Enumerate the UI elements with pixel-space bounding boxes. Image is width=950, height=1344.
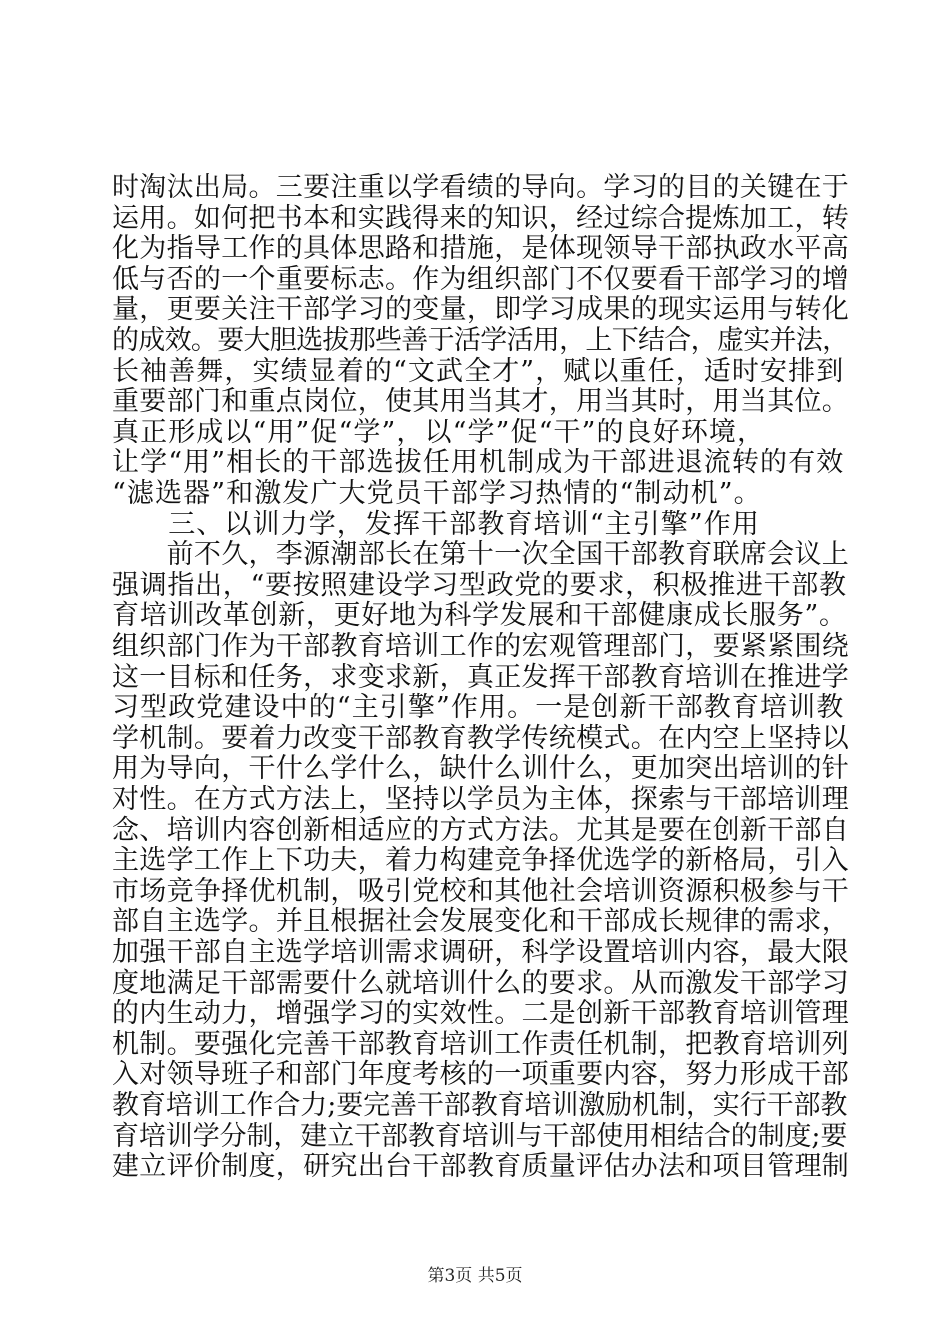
text-line: 三、以训力学，发挥干部教育培训“主引擎”作用 <box>112 508 761 540</box>
text-line: 运用。如何把书本和实践得来的知识，经过综合提炼加工，转 <box>112 202 850 234</box>
text-line: 的成效。要大胆选拔那些善于活学活用，上下结合，虚实并法， <box>112 325 849 356</box>
text-line: 量，更要关注干部学习的变量，即学习成果的现实运用与转化 <box>112 294 850 326</box>
text-line: 学机制。要着力改变干部教育教学传统模式。在内空上坚持以 <box>112 722 850 754</box>
text-line: 度地满足干部需要什么就培训什么的要求。从而激发干部学习 <box>112 967 850 999</box>
text-line: 的内生动力，增强学习的实效性。二是创新干部教育培训管理 <box>112 998 850 1030</box>
text-line: 部自主选学。并且根据社会发展变化和干部成长规律的需求， <box>112 906 850 938</box>
text-line: 组织部门作为干部教育培训工作的宏观管理部门，要紧紧围绕 <box>112 631 850 662</box>
text-line: 前不久，李源潮部长在第十一次全国干部教育联席会议上 <box>112 539 850 571</box>
text-line: 长袖善舞，实绩显着的“文武全才”，赋以重任，适时安排到 <box>112 355 845 387</box>
text-line: 这一目标和任务，求变求新，真正发挥干部教育培训在推进学 <box>112 661 850 693</box>
text-line: 市场竞争择优机制，吸引党校和其他社会培训资源积极参与干 <box>112 875 850 907</box>
text-line: 真正形成以“用”促“学”，以“学”促“干”的良好环境， <box>112 416 766 448</box>
text-line: 育培训学分制，建立干部教育培训与干部使用相结合的制度;要 <box>112 1120 848 1152</box>
text-line: 用为导向，干什么学什么，缺什么训什么，更加突出培训的针 <box>112 753 850 785</box>
text-line: 入对领导班子和部门年度考核的一项重要内容，努力形成干部 <box>112 1059 850 1091</box>
text-line: 机制。要强化完善干部教育培训工作责任机制，把教育培训列 <box>112 1028 850 1060</box>
text-line: 念、培训内容创新相适应的方式方法。尤其是要在创新干部自 <box>112 814 850 846</box>
text-line: 化为指导工作的具体思路和措施，是体现领导干部执政水平高 <box>112 233 850 265</box>
text-line: 主选学工作上下功夫，着力构建竞争择优选学的新格局，引入 <box>112 845 850 877</box>
text-line: 育培训改革创新，更好地为科学发展和干部健康成长服务”。 <box>112 600 847 632</box>
text-line: 时淘汰出局。三要注重以学看绩的导向。学习的目的关键在于 <box>112 172 850 203</box>
text-line: 教育培训工作合力;要完善干部教育培训激励机制，实行干部教 <box>112 1090 848 1121</box>
text-line: 低与否的一个重要标志。作为组织部门不仅要看干部学习的增 <box>112 263 850 295</box>
text-line: 加强干部自主选学培训需求调研，科学设置培训内容，最大限 <box>112 937 850 968</box>
text-line: 让学“用”相长的干部选拔任用机制成为干部进退流转的有效 <box>112 447 845 479</box>
text-line: 重要部门和重点岗位，使其用当其才，用当其时，用当其位。 <box>112 386 850 418</box>
page-footer: 第3页 共5页 <box>427 1266 523 1286</box>
text-line: 习型政党建设中的“主引擎”作用。一是创新干部教育培训教 <box>112 692 845 724</box>
text-line: 强调指出，“要按照建设学习型政党的要求，积极推进干部教 <box>112 569 847 601</box>
text-line: 对性。在方式方法上，坚持以学员为主体，探索与干部培训理 <box>112 784 850 815</box>
text-line: “滤选器”和激发广大党员干部学习热情的“制动机”。 <box>112 478 762 509</box>
text-line: 建立评价制度，研究出台干部教育质量评估办法和项目管理制 <box>112 1151 850 1183</box>
